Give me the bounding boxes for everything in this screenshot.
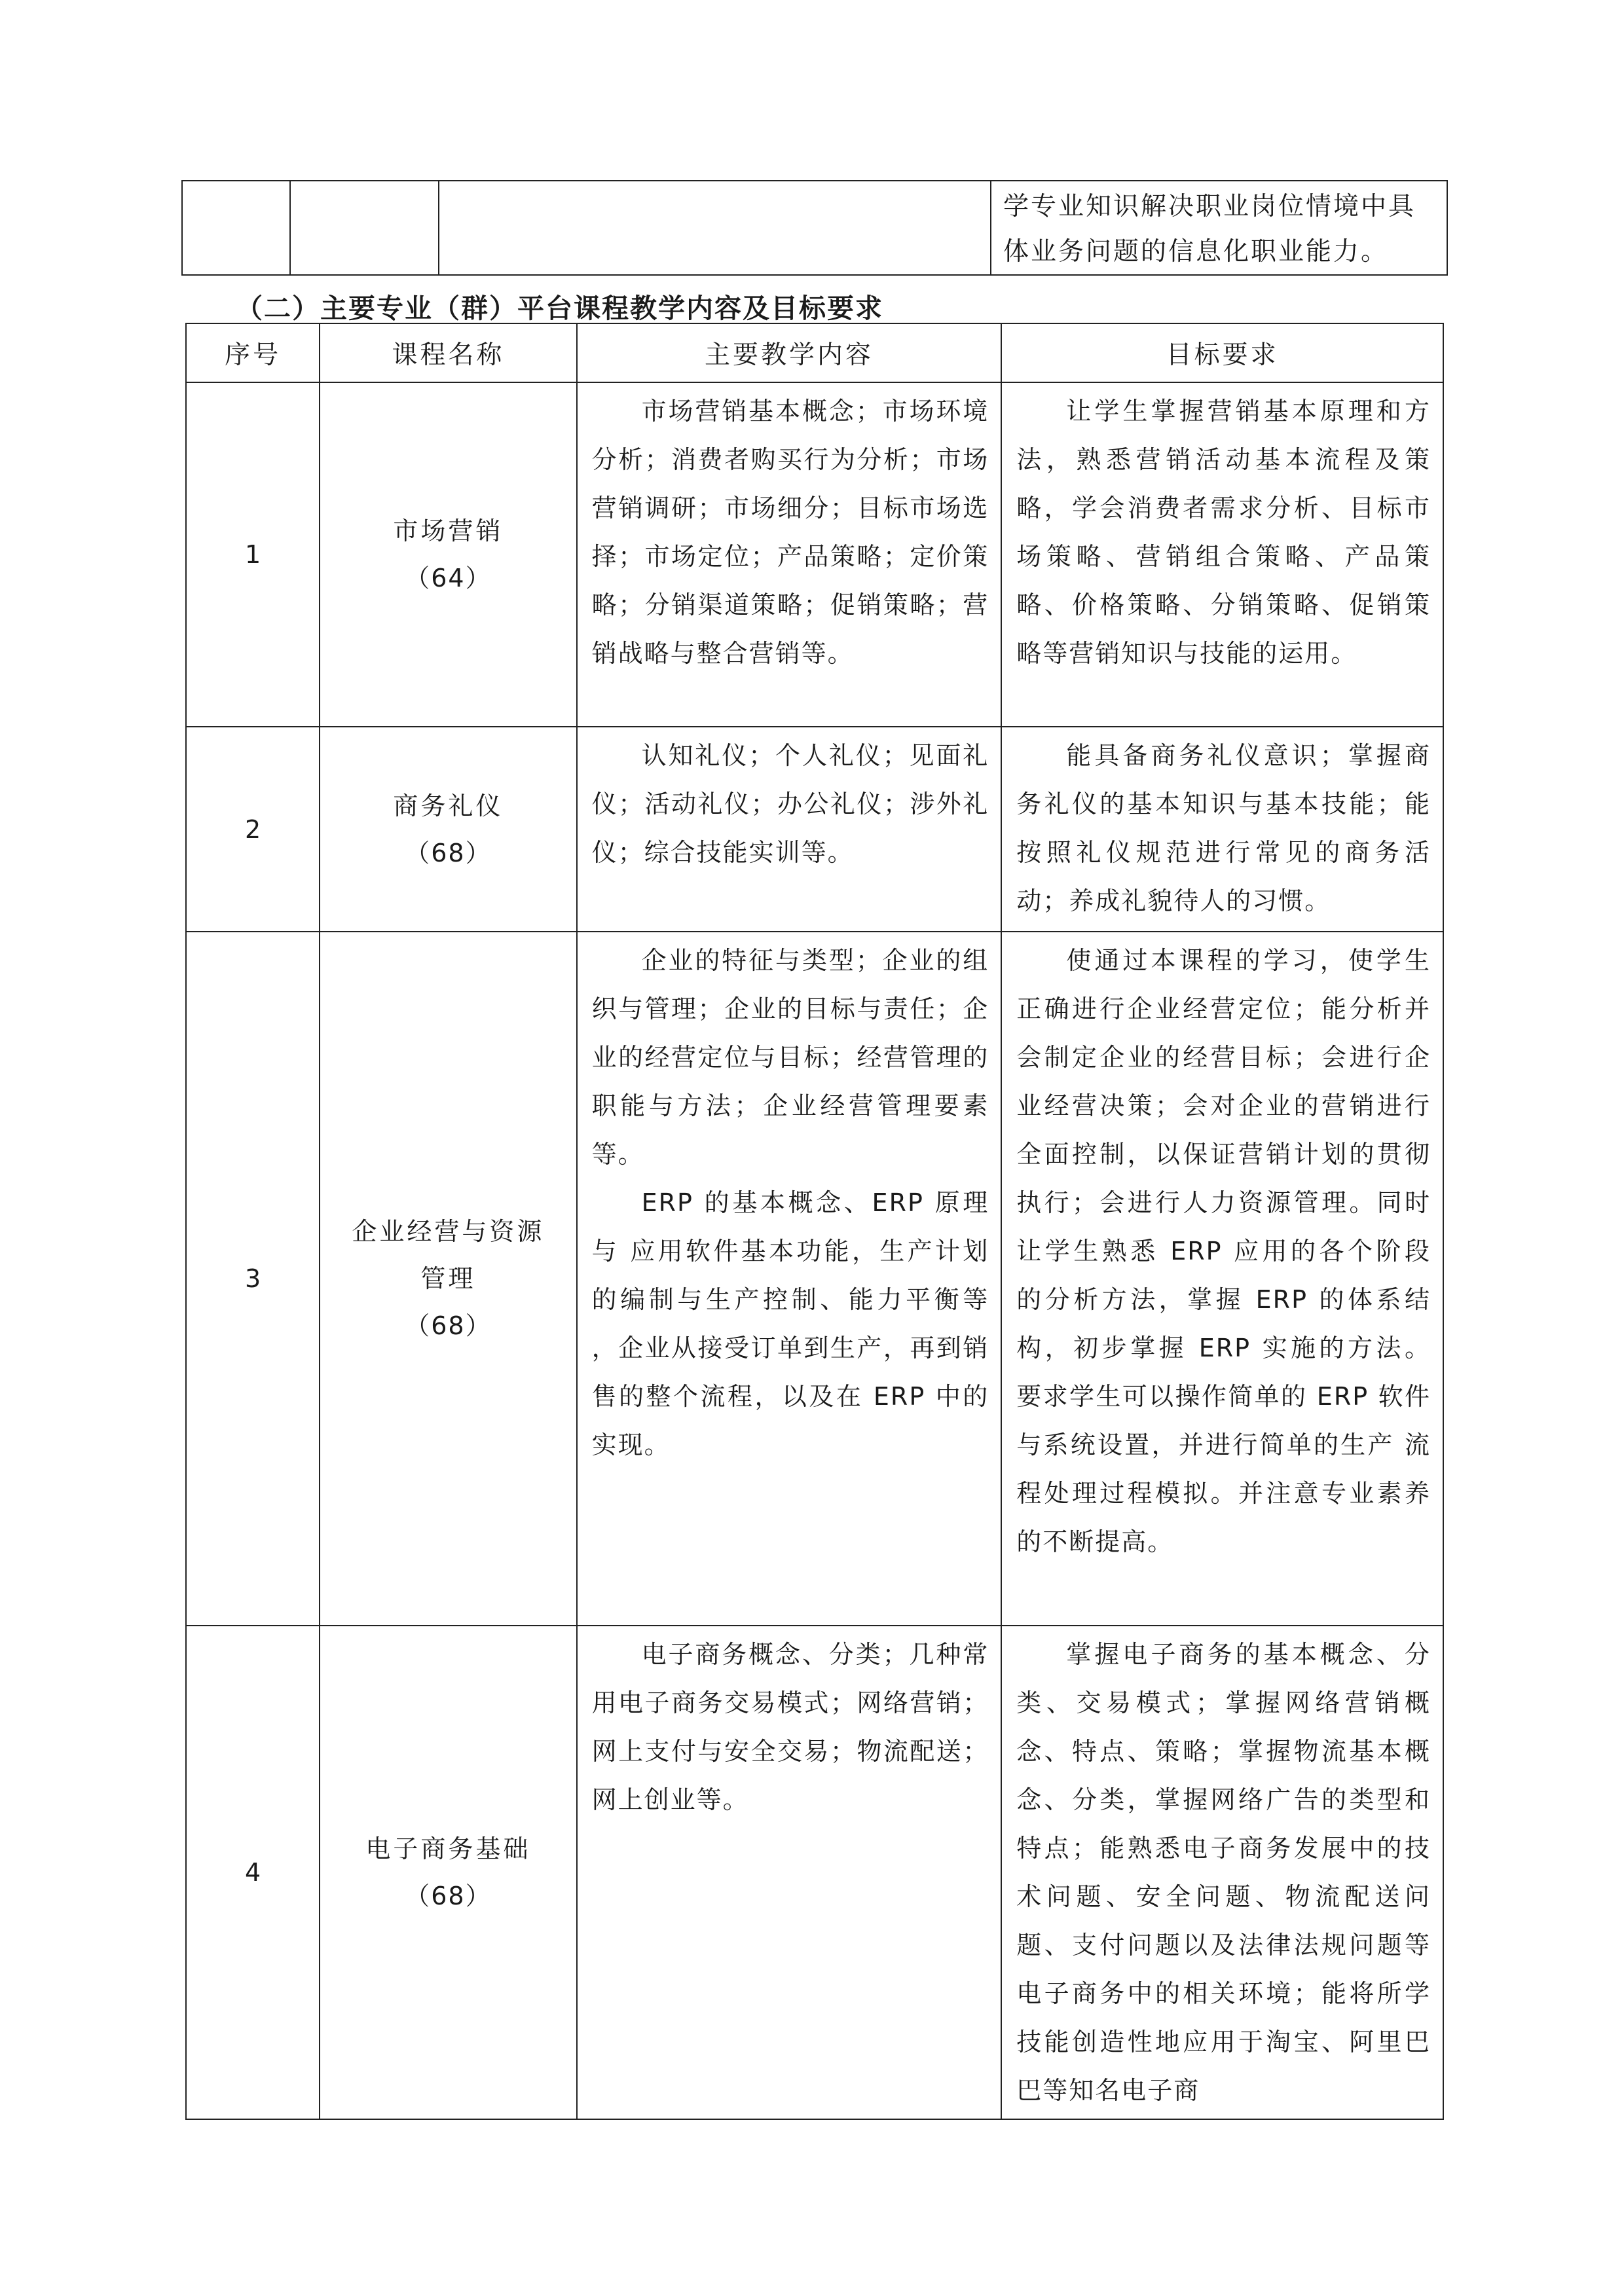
- course-hours: （68）: [405, 1311, 492, 1340]
- content-paragraph: 认知礼仪；个人礼仪；见面礼仪；活动礼仪；办公礼仪；涉外礼仪；综合技能实训等。: [591, 741, 989, 867]
- goal-cell: [1001, 1626, 1443, 2119]
- content-paragraph: 市场营销基本概念；市场环境分析；消费者购买行为分析；市场营销调研；市场细分；目标市场选择；市场定位；产品策略；定价策略；分销渠道策略；促销策略；营销战略与整合营销等。: [591, 397, 989, 668]
- goal-paragraph: 使通过本课程的学习，使学生正确进行企业经营定位；能分析并会制定企业的经营目标；会进行企业经营决策；会对企业的营销进行全面控制，以保证营销计划的贯彻执行；会进行人力资源管理。同时让学生熟悉 ERP 应用的各个阶段 的分析方法，掌握 ERP 的体系结构，初步掌握 ERP 实施的方法。 要求学生可以操作简单的 ERP 软件与系统设置，并进行简单的生产 流程处理过程模拟。并注意专业素养的不断提高。: [1016, 946, 1431, 1556]
- header-name: 课程名称: [320, 323, 576, 382]
- course-name: 电子商务基础: [365, 1834, 531, 1863]
- header-goal: 目标要求: [1001, 323, 1443, 382]
- course-name: 企业经营与资源管理: [352, 1217, 545, 1293]
- course-hours: （68）: [405, 1882, 492, 1910]
- content-cell: [577, 1626, 1002, 2119]
- course-hours: （64）: [405, 564, 492, 592]
- course-name-cell: [320, 1626, 576, 2119]
- empty-cell: [290, 181, 439, 275]
- row-number: 2: [186, 727, 320, 932]
- content-cell: [577, 727, 1002, 932]
- empty-cell: [439, 181, 991, 275]
- goal-cell: 学专业知识解决职业岗位情境中具体业务问题的信息化职业能力。: [991, 181, 1447, 275]
- course-table: [185, 323, 1444, 2120]
- row-number: 1: [186, 382, 320, 727]
- goal-paragraph: 能具备商务礼仪意识；掌握商务礼仪的基本知识与基本技能；能按照礼仪规范进行常见的商务活动；养成礼貌待人的习惯。: [1016, 741, 1431, 915]
- table-row: [182, 181, 1447, 275]
- section-heading: （二）主要专业（群）平台课程教学内容及目标要求: [236, 293, 883, 324]
- row-number: 3: [186, 932, 320, 1626]
- content-paragraph: 企业的特征与类型；企业的组织与管理；企业的目标与责任；企业的经营定位与目标；经营管理的职能与方法；企业经营管理要素等。: [591, 946, 989, 1169]
- table-row: [186, 382, 1443, 727]
- empty-cell: [182, 181, 290, 275]
- header-no: 序号: [186, 323, 320, 382]
- goal-cell: [1001, 382, 1443, 727]
- content-paragraph: 电子商务概念、分类；几种常用电子商务交易模式；网络营销；网上支付与安全交易；物流配送；网上创业等。: [591, 1640, 989, 1814]
- goal-cell: [1001, 932, 1443, 1626]
- continuation-table: [181, 180, 1448, 276]
- content-cell: [577, 932, 1002, 1626]
- course-hours: （68）: [405, 838, 492, 867]
- course-name-cell: [320, 382, 576, 727]
- table-row: [186, 1626, 1443, 2119]
- goal-paragraph: 掌握电子商务的基本概念、分类、交易模式；掌握网络营销概念、特点、策略；掌握物流基本概念、分类，掌握网络广告的类型和特点；能熟悉电子商务发展中的技术问题、安全问题、物流配送问题、支付问题以及法律法规问题等电子商务中的相关环境；能将所学技能创造性地应用于淘宝、阿里巴巴等知名电子商: [1016, 1640, 1431, 2105]
- course-name: 商务礼仪: [393, 791, 504, 820]
- table-header-row: [186, 323, 1443, 382]
- goal-paragraph: 让学生掌握营销基本原理和方法，熟悉营销活动基本流程及策略，学会消费者需求分析、目标市场策略、营销组合策略、产品策略、价格策略、分销策略、促销策略等营销知识与技能的运用。: [1016, 397, 1431, 668]
- header-content: 主要教学内容: [577, 323, 1002, 382]
- table-row: [186, 727, 1443, 932]
- course-name-cell: [320, 727, 576, 932]
- course-name: 市场营销: [393, 517, 504, 545]
- content-cell: [577, 382, 1002, 727]
- row-number: 4: [186, 1626, 320, 2119]
- content-paragraph: ERP 的基本概念、ERP 原理与 应用软件基本功能，生产计划的编制与生产控制、能力平衡等 ，企业从接受订单到生产，再到销售的整个流程，以及在 ERP 中的实现。: [591, 1188, 989, 1459]
- goal-cell: [1001, 727, 1443, 932]
- table-row: [186, 932, 1443, 1626]
- course-name-cell: [320, 932, 576, 1626]
